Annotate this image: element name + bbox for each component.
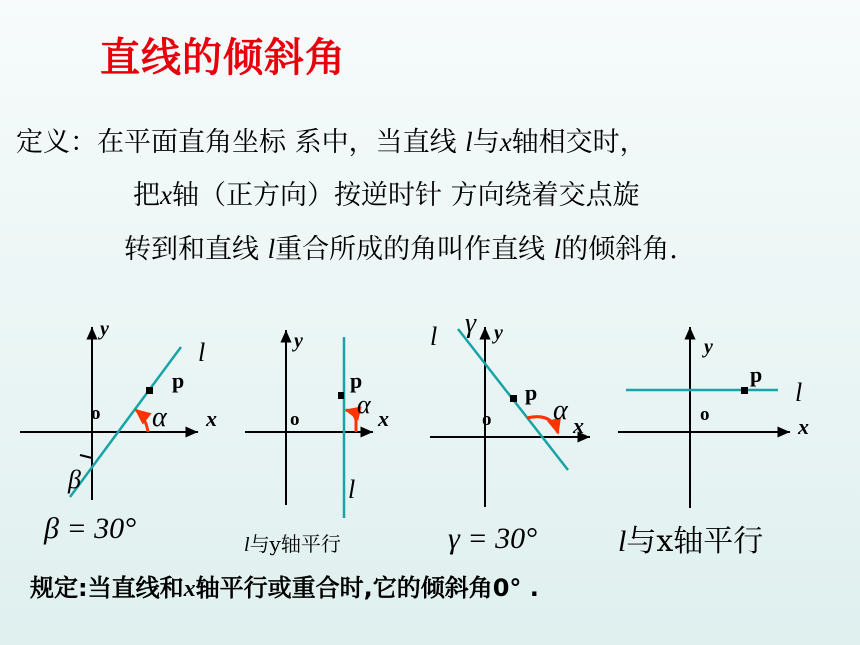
- caption-gamma: γ = 30°: [448, 522, 538, 555]
- definition-text: 定义：在平面直角坐标 系中，当直线: [16, 127, 466, 158]
- diagram-1: [20, 327, 198, 500]
- l-label: l: [198, 338, 206, 367]
- l-label: l: [795, 378, 803, 407]
- page-title: 直线的倾斜角: [100, 35, 346, 81]
- caption-l-symbol: l: [244, 534, 250, 556]
- point-p: [338, 392, 344, 399]
- caption-text: 与x轴平行: [626, 524, 764, 559]
- definition-text: 与: [472, 127, 500, 158]
- caption-text: 与y轴平行: [249, 532, 341, 556]
- x-label: x: [573, 413, 584, 438]
- rule-text: 轴平行或重合时,它的倾斜角0° .: [195, 574, 539, 602]
- origin-label: o: [91, 403, 101, 424]
- alpha-label: α: [553, 395, 568, 426]
- p-label: p: [525, 380, 538, 405]
- definition-text: 轴相交时，: [511, 127, 647, 158]
- alpha-label: α: [357, 390, 371, 419]
- x-symbol: x: [183, 576, 196, 602]
- definition-text: 转到和直线: [124, 234, 268, 265]
- x-symbol: x: [160, 180, 172, 210]
- x-symbol: x: [499, 127, 512, 157]
- y-label: y: [704, 336, 713, 358]
- alpha-arc: [136, 410, 148, 432]
- origin-label: o: [700, 404, 710, 425]
- y-label: y: [294, 330, 303, 352]
- l-label: l: [430, 322, 438, 351]
- definition-text: 重合所成的角叫作直线: [275, 234, 554, 265]
- point-p: [741, 387, 748, 394]
- line-l-symbol: l: [267, 234, 276, 264]
- rule-text: 规定:当直线和: [30, 574, 184, 602]
- x-label: x: [378, 406, 389, 431]
- beta-tick: [80, 455, 92, 458]
- line-l-symbol: l: [465, 127, 473, 157]
- y-label: y: [100, 318, 109, 340]
- p-label: p: [350, 368, 363, 393]
- rule-statement: [30, 568, 539, 603]
- l-label: l: [348, 475, 356, 504]
- definition-text: 的倾斜角.: [561, 234, 678, 265]
- p-label: p: [172, 368, 185, 393]
- y-label: y: [494, 322, 503, 344]
- p-label: p: [750, 362, 763, 387]
- caption-beta: β = 30°: [44, 512, 137, 545]
- gamma-label: γ: [465, 308, 477, 339]
- alpha-label: α: [152, 402, 167, 433]
- alpha-arc: [346, 410, 356, 432]
- x-label: x: [206, 406, 217, 431]
- definition-text: 把: [133, 180, 160, 211]
- x-label: x: [798, 414, 809, 439]
- point-p: [146, 387, 153, 394]
- caption-l-parallel-y: [244, 528, 341, 557]
- origin-label: o: [482, 409, 492, 430]
- caption-l-symbol: l: [618, 525, 627, 558]
- caption-l-parallel-x: [618, 516, 763, 560]
- beta-label: β: [68, 465, 81, 494]
- point-p: [510, 395, 517, 402]
- line-l-symbol: l: [553, 234, 562, 264]
- origin-label: o: [290, 409, 300, 430]
- definition-text: 轴（正方向）按逆时针 方向绕着交点旋: [171, 180, 640, 211]
